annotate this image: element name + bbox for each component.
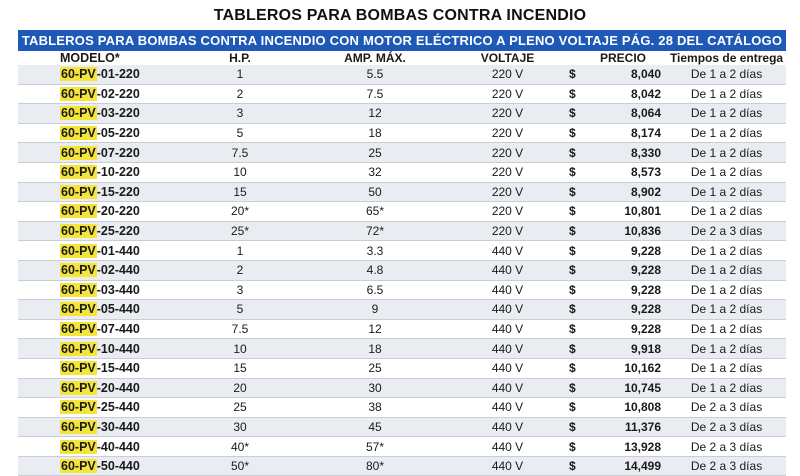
- amp-cell: 38: [290, 398, 460, 418]
- hp-cell: 10: [190, 339, 290, 359]
- currency-symbol: $: [555, 319, 605, 339]
- amp-cell: 50: [290, 182, 460, 202]
- model-prefix: 60-PV: [61, 322, 96, 337]
- model-suffix: -10-220: [96, 165, 140, 180]
- table-row: [18, 65, 786, 84]
- currency-symbol: $: [555, 260, 605, 280]
- model-cell: [18, 319, 190, 339]
- price-cell: 10,162: [605, 358, 667, 378]
- table-row: [18, 260, 786, 280]
- amp-cell: 45: [290, 417, 460, 437]
- model-prefix: 60-PV: [61, 459, 96, 474]
- model-suffix: -02-440: [96, 263, 140, 278]
- price-cell: 8,573: [605, 162, 667, 182]
- amp-cell: 18: [290, 123, 460, 143]
- hp-cell: 5: [190, 123, 290, 143]
- currency-symbol: $: [555, 417, 605, 437]
- currency-symbol: $: [555, 437, 605, 457]
- delivery-cell: De 1 a 2 días: [667, 182, 786, 202]
- hp-cell: 2: [190, 84, 290, 104]
- model-suffix: -20-220: [96, 204, 140, 219]
- table-row: [18, 280, 786, 300]
- model-suffix: -25-220: [96, 224, 140, 239]
- model-prefix: 60-PV: [61, 419, 96, 434]
- model-cell: [18, 280, 190, 300]
- currency-symbol: $: [555, 339, 605, 359]
- price-cell: 9,228: [605, 260, 667, 280]
- table-row: [18, 221, 786, 241]
- voltage-cell: 220 V: [460, 143, 555, 163]
- hp-cell: 15: [190, 358, 290, 378]
- model-suffix: -02-220: [96, 86, 140, 101]
- table-row: [18, 378, 786, 398]
- price-cell: 9,228: [605, 280, 667, 300]
- amp-cell: 57*: [290, 437, 460, 457]
- model-prefix: 60-PV: [61, 380, 96, 395]
- amp-cell: 30: [290, 378, 460, 398]
- model-prefix: 60-PV: [61, 243, 96, 258]
- model-cell: [18, 339, 190, 359]
- amp-cell: 72*: [290, 221, 460, 241]
- hp-cell: 1: [190, 241, 290, 261]
- amp-cell: 65*: [290, 202, 460, 222]
- delivery-cell: De 1 a 2 días: [667, 202, 786, 222]
- voltage-cell: 440 V: [460, 437, 555, 457]
- model-cell: [18, 162, 190, 182]
- model-prefix: 60-PV: [61, 126, 96, 141]
- model-cell: [18, 123, 190, 143]
- model-prefix: 60-PV: [61, 302, 96, 317]
- hp-cell: 5: [190, 300, 290, 320]
- model-prefix: 60-PV: [61, 184, 96, 199]
- amp-cell: 12: [290, 319, 460, 339]
- delivery-cell: De 1 a 2 días: [667, 241, 786, 261]
- model-cell: [18, 456, 190, 476]
- amp-cell: 6.5: [290, 280, 460, 300]
- hp-cell: 7.5: [190, 319, 290, 339]
- table-row: [18, 398, 786, 418]
- model-prefix: 60-PV: [61, 282, 96, 297]
- header-hp: H.P.: [229, 51, 251, 65]
- model-cell: [18, 65, 190, 84]
- amp-cell: 25: [290, 143, 460, 163]
- delivery-cell: De 1 a 2 días: [667, 84, 786, 104]
- delivery-cell: De 1 a 2 días: [667, 260, 786, 280]
- currency-symbol: $: [555, 378, 605, 398]
- currency-symbol: $: [555, 182, 605, 202]
- price-cell: 10,801: [605, 202, 667, 222]
- voltage-cell: 440 V: [460, 300, 555, 320]
- model-suffix: -07-220: [96, 145, 140, 160]
- price-cell: 10,745: [605, 378, 667, 398]
- voltage-cell: 220 V: [460, 84, 555, 104]
- model-suffix: -10-440: [96, 341, 140, 356]
- table-row: [18, 143, 786, 163]
- voltage-cell: 440 V: [460, 260, 555, 280]
- header-price: PRECIO: [600, 51, 647, 65]
- table-row: [18, 104, 786, 124]
- model-suffix: -30-440: [96, 419, 140, 434]
- hp-cell: 25: [190, 398, 290, 418]
- model-prefix: 60-PV: [61, 263, 96, 278]
- amp-cell: 25: [290, 358, 460, 378]
- amp-cell: 9: [290, 300, 460, 320]
- model-suffix: -03-220: [96, 106, 140, 121]
- price-cell: 9,228: [605, 241, 667, 261]
- price-cell: 8,330: [605, 143, 667, 163]
- model-prefix: 60-PV: [61, 165, 96, 180]
- currency-symbol: $: [555, 456, 605, 476]
- model-suffix: -01-440: [96, 243, 140, 258]
- voltage-cell: 220 V: [460, 221, 555, 241]
- model-cell: [18, 241, 190, 261]
- delivery-cell: De 1 a 2 días: [667, 358, 786, 378]
- voltage-cell: 220 V: [460, 104, 555, 124]
- currency-symbol: $: [555, 300, 605, 320]
- amp-cell: 5.5: [290, 65, 460, 84]
- model-prefix: 60-PV: [61, 361, 96, 376]
- delivery-cell: De 2 a 3 días: [667, 417, 786, 437]
- model-cell: [18, 104, 190, 124]
- voltage-cell: 220 V: [460, 202, 555, 222]
- voltage-cell: 220 V: [460, 182, 555, 202]
- hp-cell: 10: [190, 162, 290, 182]
- currency-symbol: $: [555, 241, 605, 261]
- table-row: [18, 358, 786, 378]
- amp-cell: 3.3: [290, 241, 460, 261]
- model-cell: [18, 202, 190, 222]
- currency-symbol: $: [555, 398, 605, 418]
- model-cell: [18, 437, 190, 457]
- table-row: [18, 437, 786, 457]
- delivery-cell: De 1 a 2 días: [667, 143, 786, 163]
- hp-cell: 40*: [190, 437, 290, 457]
- model-prefix: 60-PV: [61, 204, 96, 219]
- currency-symbol: $: [555, 280, 605, 300]
- model-suffix: -07-440: [96, 322, 140, 337]
- table-row: [18, 300, 786, 320]
- model-suffix: -15-220: [96, 184, 140, 199]
- amp-cell: 12: [290, 104, 460, 124]
- model-suffix: -50-440: [96, 459, 140, 474]
- voltage-cell: 440 V: [460, 358, 555, 378]
- table-header-row: [18, 51, 786, 65]
- price-cell: 8,174: [605, 123, 667, 143]
- amp-cell: 4.8: [290, 260, 460, 280]
- model-cell: [18, 221, 190, 241]
- table-row: [18, 162, 786, 182]
- model-prefix: 60-PV: [61, 67, 96, 82]
- model-cell: [18, 378, 190, 398]
- currency-symbol: $: [555, 104, 605, 124]
- hp-cell: 30: [190, 417, 290, 437]
- header-model: MODELO*: [60, 51, 120, 65]
- voltage-cell: 440 V: [460, 417, 555, 437]
- currency-symbol: $: [555, 143, 605, 163]
- voltage-cell: 220 V: [460, 162, 555, 182]
- price-cell: 13,928: [605, 437, 667, 457]
- delivery-cell: De 1 a 2 días: [667, 280, 786, 300]
- price-cell: 8,064: [605, 104, 667, 124]
- delivery-cell: De 2 a 3 días: [667, 456, 786, 476]
- table-banner: TABLEROS PARA BOMBAS CONTRA INCENDIO CON MOTOR ELÉCTRICO A PLENO VOLTAJE PÁG. 28 DEL CATÁLOGO: [18, 30, 786, 51]
- delivery-cell: De 2 a 3 días: [667, 398, 786, 418]
- table-row: [18, 202, 786, 222]
- model-prefix: 60-PV: [61, 439, 96, 454]
- table-row: [18, 241, 786, 261]
- price-cell: 14,499: [605, 456, 667, 476]
- model-suffix: -15-440: [96, 361, 140, 376]
- voltage-cell: 440 V: [460, 319, 555, 339]
- hp-cell: 7.5: [190, 143, 290, 163]
- delivery-cell: De 2 a 3 días: [667, 221, 786, 241]
- hp-cell: 2: [190, 260, 290, 280]
- hp-cell: 3: [190, 104, 290, 124]
- hp-cell: 1: [190, 65, 290, 84]
- model-cell: [18, 358, 190, 378]
- model-suffix: -03-440: [96, 282, 140, 297]
- voltage-cell: 440 V: [460, 339, 555, 359]
- price-table: [18, 51, 786, 476]
- delivery-cell: De 1 a 2 días: [667, 319, 786, 339]
- delivery-cell: De 1 a 2 días: [667, 123, 786, 143]
- price-cell: 11,376: [605, 417, 667, 437]
- voltage-cell: 440 V: [460, 456, 555, 476]
- price-cell: 9,918: [605, 339, 667, 359]
- model-suffix: -01-220: [96, 67, 140, 82]
- model-cell: [18, 398, 190, 418]
- voltage-cell: 220 V: [460, 123, 555, 143]
- model-suffix: -05-220: [96, 126, 140, 141]
- amp-cell: 80*: [290, 456, 460, 476]
- voltage-cell: 440 V: [460, 241, 555, 261]
- model-cell: [18, 143, 190, 163]
- header-delivery: Tiempos de entrega: [669, 51, 784, 65]
- currency-symbol: $: [555, 84, 605, 104]
- delivery-cell: De 1 a 2 días: [667, 104, 786, 124]
- price-cell: 8,902: [605, 182, 667, 202]
- price-cell: 8,040: [605, 65, 667, 84]
- currency-symbol: $: [555, 162, 605, 182]
- delivery-cell: De 2 a 3 días: [667, 437, 786, 457]
- table-row: [18, 123, 786, 143]
- model-suffix: -20-440: [96, 380, 140, 395]
- currency-symbol: $: [555, 221, 605, 241]
- price-cell: 10,808: [605, 398, 667, 418]
- amp-cell: 18: [290, 339, 460, 359]
- table-row: [18, 417, 786, 437]
- delivery-cell: De 1 a 2 días: [667, 300, 786, 320]
- hp-cell: 50*: [190, 456, 290, 476]
- delivery-cell: De 1 a 2 días: [667, 162, 786, 182]
- price-cell: 8,042: [605, 84, 667, 104]
- amp-cell: 32: [290, 162, 460, 182]
- header-amp: AMP. MÁX.: [344, 51, 406, 65]
- table-row: [18, 84, 786, 104]
- hp-cell: 25*: [190, 221, 290, 241]
- hp-cell: 20: [190, 378, 290, 398]
- model-suffix: -40-440: [96, 439, 140, 454]
- model-prefix: 60-PV: [61, 341, 96, 356]
- model-cell: [18, 300, 190, 320]
- table-row: [18, 182, 786, 202]
- header-voltage: VOLTAJE: [480, 51, 535, 65]
- delivery-cell: De 1 a 2 días: [667, 339, 786, 359]
- table-row: [18, 456, 786, 476]
- model-prefix: 60-PV: [61, 86, 96, 101]
- currency-symbol: $: [555, 202, 605, 222]
- delivery-cell: De 1 a 2 días: [667, 378, 786, 398]
- model-suffix: -05-440: [96, 302, 140, 317]
- hp-cell: 3: [190, 280, 290, 300]
- model-prefix: 60-PV: [61, 400, 96, 415]
- model-prefix: 60-PV: [61, 106, 96, 121]
- model-cell: [18, 260, 190, 280]
- delivery-cell: De 1 a 2 días: [667, 65, 786, 84]
- amp-cell: 7.5: [290, 84, 460, 104]
- price-cell: 9,228: [605, 300, 667, 320]
- model-cell: [18, 417, 190, 437]
- model-suffix: -25-440: [96, 400, 140, 415]
- voltage-cell: 440 V: [460, 378, 555, 398]
- table-row: [18, 319, 786, 339]
- model-prefix: 60-PV: [61, 145, 96, 160]
- currency-symbol: $: [555, 123, 605, 143]
- voltage-cell: 220 V: [460, 65, 555, 84]
- table-row: [18, 339, 786, 359]
- model-cell: [18, 84, 190, 104]
- voltage-cell: 440 V: [460, 398, 555, 418]
- price-cell: 10,836: [605, 221, 667, 241]
- hp-cell: 20*: [190, 202, 290, 222]
- voltage-cell: 440 V: [460, 280, 555, 300]
- model-cell: [18, 182, 190, 202]
- hp-cell: 15: [190, 182, 290, 202]
- page-title: TABLEROS PARA BOMBAS CONTRA INCENDIO: [213, 7, 587, 24]
- price-cell: 9,228: [605, 319, 667, 339]
- model-prefix: 60-PV: [61, 224, 96, 239]
- currency-symbol: $: [555, 65, 605, 84]
- currency-symbol: $: [555, 358, 605, 378]
